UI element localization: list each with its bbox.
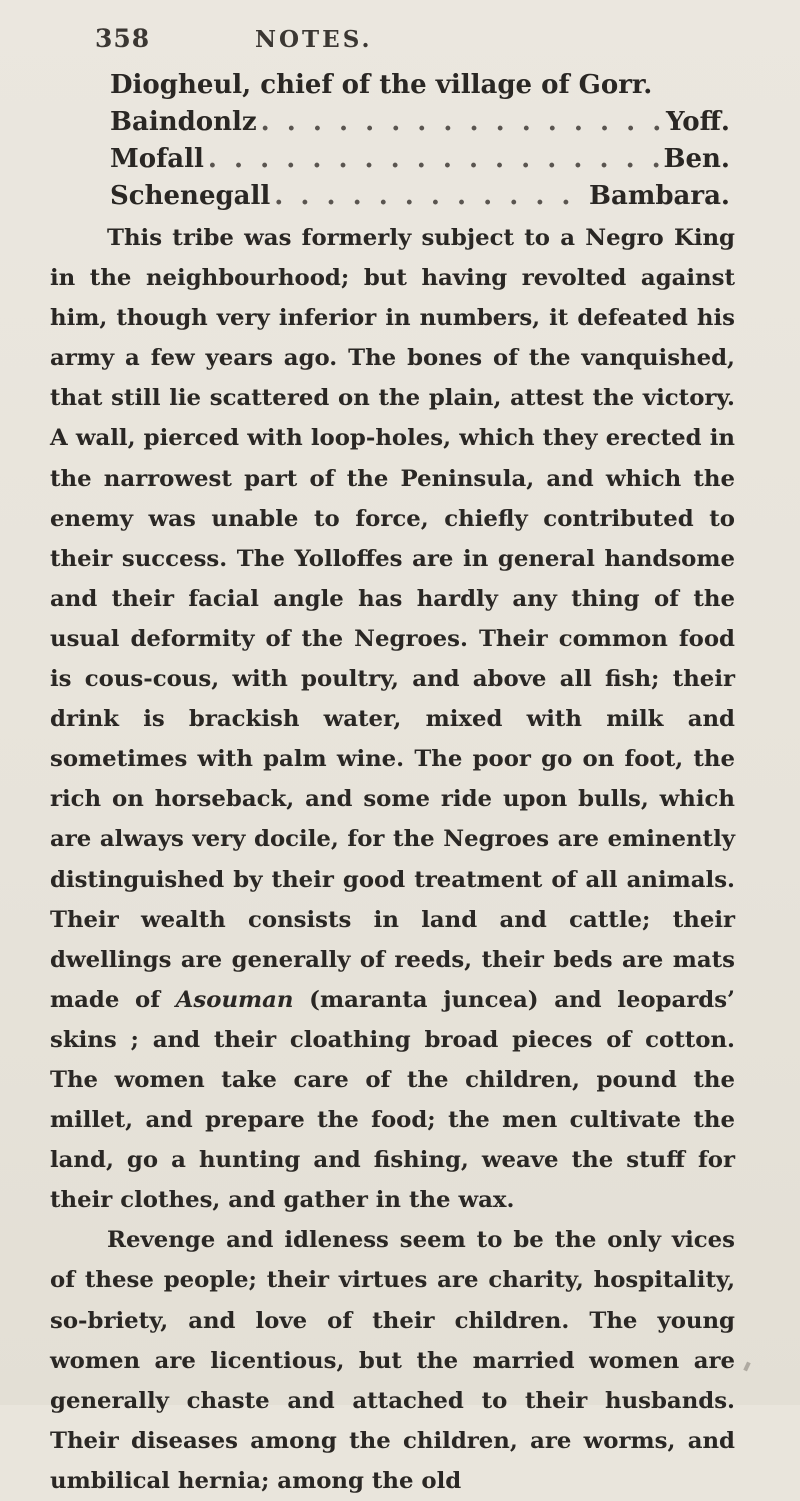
leader-dots [208,144,660,174]
page-header [95,24,735,64]
paragraph-text: This tribe was formerly subject to a Negro King in the neighbourhood; but having revolted against him, though very inferior in numbers, it defeated his army a few years ago. The bones of the vanquished, that still lie scattered on the plain, attest the victory. A wall, pierced with loop-holes, which they erected in the narrowest part of the Peninsula, and which the enemy was unable to force, chiefly contributed to their success. The Yolloffes are in general handsome and their facial angle has hardly any thing of the usual deformity of the Negroes. Their common food is cous-cous, with poultry, and above all fish; their drink is brackish water, mixed with milk and sometimes with palm wine. The poor go on foot, the rich on horseback, and some ride upon bulls, which are always very docile, for the Negroes are eminently distinguished by their good treatment of all animals. Their wealth consists in land and cattle; their dwellings are generally of reeds, their beds are mats made of [50,225,735,1013]
page-number: 358 [95,24,151,53]
list-item-name: Diogheul, chief of the village of Gorr. [110,70,653,100]
list-item [110,181,730,218]
list-item-village: Ben. [663,144,730,174]
paragraph [50,1220,735,1501]
paragraph-text: Revenge and idleness seem to be the only vices of these people; their virtues are charity, hospitality, so-briety, and love of their children. The young women are licentious, but the married women are generally chaste and attached to their husbands. Their diseases among the children, are worms, and umbilical hernia; among the old [50,1227,735,1494]
running-head: NOTES. [255,26,373,53]
italic-term: Asouman [175,986,294,1013]
list-item-name: Baindonlz [110,107,257,137]
list-item-village: Yoff. [665,107,730,137]
paragraph-text: (maranta juncea) and leopards’ skins ; and their cloathing broad pieces of cotton. The women take care of the children, pound the millet, and prepare the food; the men cultivate the land, go a hunting and fishing, weave the stuff for their clothes, and gather in the wax. [50,986,735,1214]
body-text [50,218,735,1501]
list-item [110,144,730,181]
ink-mark [743,1362,750,1372]
leader-dots [261,107,662,137]
paragraph [50,218,735,1220]
leader-dots [274,181,585,211]
list-item [110,70,730,107]
list-item-name: Schenegall [110,181,271,211]
list-item-name: Mofall [110,144,204,174]
list-item-village: Bambara. [589,181,730,211]
list-item [110,107,730,144]
chief-list [110,70,730,218]
